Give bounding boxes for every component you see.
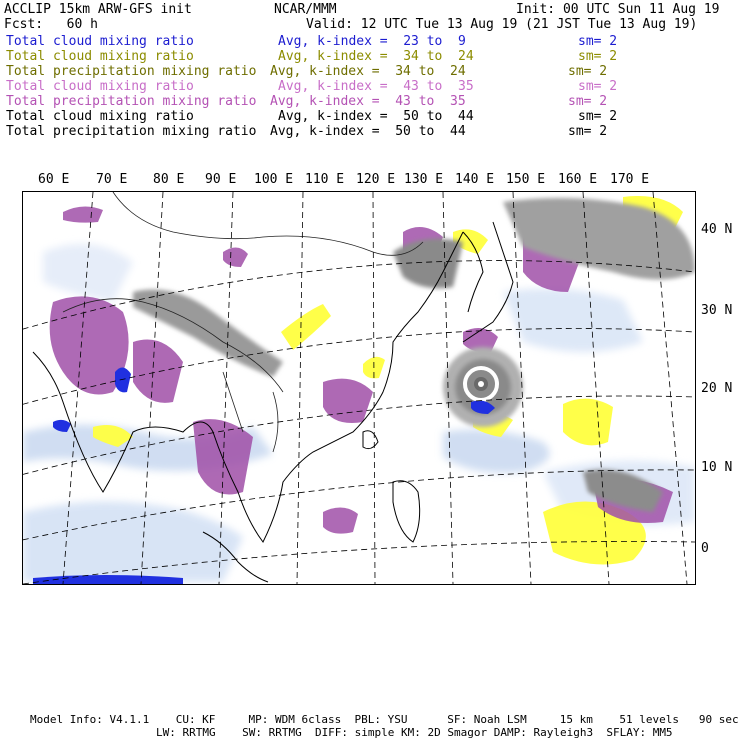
valid-time: Valid: 12 UTC Tue 13 Aug 19 (21 JST Tue 13 Aug 19)	[306, 17, 698, 32]
legend-sm-6: sm= 2	[578, 109, 618, 124]
legend-avg-2: Avg, k-index = 34 to 24	[278, 49, 474, 64]
legend-sm-5: sm= 2	[568, 94, 608, 109]
legend-sm-3: sm= 2	[568, 64, 608, 79]
institution-title: NCAR/MMM	[274, 2, 337, 17]
legend-field-5: Total precipitation mixing ratio	[6, 94, 257, 109]
lon-label: 110 E	[305, 172, 345, 187]
lon-label: 80 E	[153, 172, 185, 187]
lat-label: 10 N	[701, 460, 733, 475]
legend-avg-5: Avg, k-index = 43 to 35	[270, 94, 466, 109]
lon-label: 90 E	[205, 172, 237, 187]
map-canvas	[23, 192, 695, 584]
legend-field-2: Total cloud mixing ratio	[6, 49, 194, 64]
model-info-line2: LW: RRTMG SW: RRTMG DIFF: simple KM: 2D Smagor DAMP: Rayleigh3 SFLAY: MM5	[156, 726, 673, 739]
legend-field-7: Total precipitation mixing ratio	[6, 124, 257, 139]
legend-avg-3: Avg, k-index = 34 to 24	[270, 64, 466, 79]
legend-avg-4: Avg, k-index = 43 to 35	[278, 79, 474, 94]
forecast-hour: Fcst: 60 h	[4, 17, 98, 32]
lon-label: 160 E	[558, 172, 598, 187]
legend-sm-4: sm= 2	[578, 79, 618, 94]
model-title: ACCLIP 15km ARW-GFS init	[4, 2, 192, 17]
lon-label: 130 E	[404, 172, 444, 187]
lon-label: 150 E	[506, 172, 546, 187]
legend-sm-2: sm= 2	[578, 49, 618, 64]
legend-sm-7: sm= 2	[568, 124, 608, 139]
lon-label: 60 E	[38, 172, 70, 187]
lon-label: 140 E	[455, 172, 495, 187]
legend-avg-6: Avg, k-index = 50 to 44	[278, 109, 474, 124]
forecast-map	[22, 191, 696, 585]
legend-avg-1: Avg, k-index = 23 to 9	[278, 34, 466, 49]
lon-label: 170 E	[610, 172, 650, 187]
legend-field-4: Total cloud mixing ratio	[6, 79, 194, 94]
legend-field-6: Total cloud mixing ratio	[6, 109, 194, 124]
lon-label: 120 E	[356, 172, 396, 187]
lat-label: 20 N	[701, 381, 733, 396]
lat-label: 30 N	[701, 303, 733, 318]
model-info-line1: Model Info: V4.1.1 CU: KF MP: WDM 6class PBL: YSU SF: Noah LSM 15 km 51 levels 90 sec	[30, 713, 739, 726]
legend-sm-1: sm= 2	[578, 34, 618, 49]
lon-label: 70 E	[96, 172, 128, 187]
lat-label: 40 N	[701, 222, 733, 237]
init-time: Init: 00 UTC Sun 11 Aug 19	[516, 2, 720, 17]
legend-field-3: Total precipitation mixing ratio	[6, 64, 257, 79]
legend-avg-7: Avg, k-index = 50 to 44	[270, 124, 466, 139]
legend-field-1: Total cloud mixing ratio	[6, 34, 194, 49]
lat-label: 0	[701, 541, 709, 556]
lon-label: 100 E	[254, 172, 294, 187]
